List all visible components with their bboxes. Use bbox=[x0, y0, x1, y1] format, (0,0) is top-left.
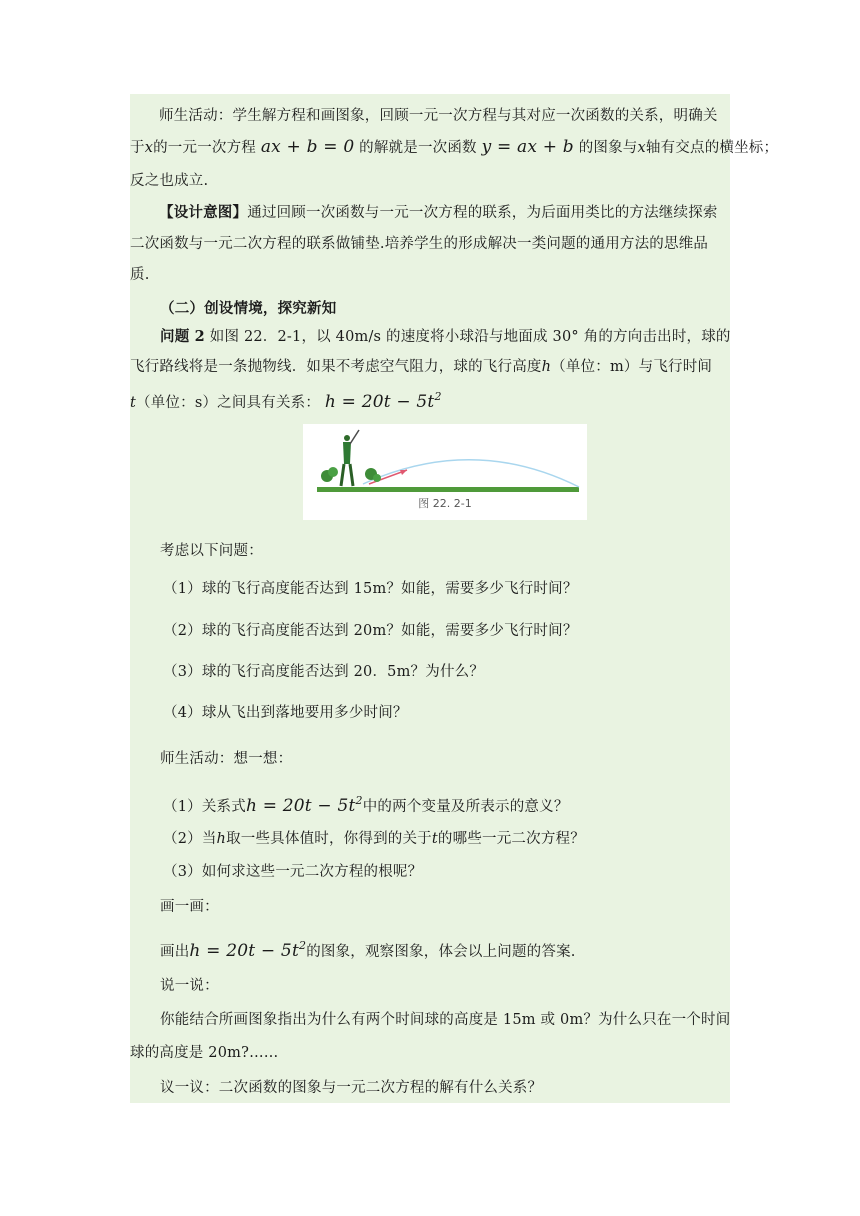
paragraph-design-line-3: 质. bbox=[130, 267, 150, 283]
design-intent-tag: 【设计意图】 bbox=[159, 204, 248, 221]
activity-question-2: （2）当h取一些具体值时，你得到的关于t的哪些一元二次方程？ bbox=[163, 831, 585, 847]
problem-label: 问题 2 bbox=[160, 328, 205, 345]
activity-heading: 师生活动：想一想： bbox=[160, 751, 293, 767]
figure-caption: 图 22. 2-1 bbox=[418, 497, 472, 510]
parabola-path bbox=[363, 460, 579, 487]
equation-linear: ax + b = 0 bbox=[260, 137, 355, 157]
paragraph-activity-line-2: 于x的一元一次方程 ax + b = 0 的解就是一次函数 y = ax + b 的图象与x轴有交点的横坐标； bbox=[130, 137, 779, 157]
activity-question-3: （3）如何求这些一元二次方程的根呢？ bbox=[163, 864, 423, 880]
ground bbox=[317, 487, 579, 492]
equation-linear-function: y = ax + b bbox=[481, 137, 574, 157]
draw-instruction: 画出$h = 20t - 5t^2$的图象，观察图象，体会以上问题的答案. bbox=[160, 939, 576, 961]
question-2: （2）球的飞行高度能否达到 20m？如能，需要多少飞行时间？ bbox=[163, 623, 578, 639]
discuss-line: 议一议：二次函数的图象与一元二次方程的解有什么关系？ bbox=[160, 1080, 543, 1096]
question-4: （4）球从飞出到落地要用多少时间？ bbox=[163, 705, 408, 721]
arrow-head bbox=[400, 470, 407, 475]
say-heading: 说一说： bbox=[160, 978, 219, 994]
figure-golf-trajectory bbox=[303, 424, 587, 520]
formula-height: $h = 20t - 5t^2$ bbox=[324, 390, 442, 412]
paragraph-design-line-2: 二次函数与一元二次方程的联系做铺垫.培养学生的形成解决一类问题的通用方法的思维品 bbox=[130, 236, 709, 252]
paragraph-activity-line-1: 师生活动：学生解方程和画图象，回顾一元一次方程与其对应一次函数的关系，明确关 bbox=[159, 108, 718, 124]
draw-heading: 画一画： bbox=[160, 899, 219, 915]
paragraph-design-line-1: 【设计意图】通过回顾一次函数与一元一次方程的联系，为后面用类比的方法继续探索 bbox=[159, 204, 718, 221]
golfer-icon bbox=[341, 430, 359, 486]
section-heading: （二）创设情境，探究新知 bbox=[160, 300, 337, 317]
formula-draw: $h = 20t - 5t^2$ bbox=[189, 939, 307, 961]
problem-2-line-3: t（单位：s）之间具有关系： $h = 20t - 5t^2$ bbox=[130, 390, 442, 412]
paragraph-activity-line-3: 反之也成立. bbox=[130, 173, 209, 189]
problem-2-line-1: 问题 2 如图 22．2-1，以 40m/s 的速度将小球沿与地面成 30° 角的方向击出时，球的 bbox=[160, 328, 731, 345]
question-3: （3）球的飞行高度能否达到 20．5m？为什么？ bbox=[163, 664, 485, 680]
say-line-2: 球的高度是 20m?…… bbox=[130, 1045, 279, 1061]
problem-2-line-2: 飞行路线将是一条抛物线．如果不考虑空气阻力，球的飞行高度h（单位：m）与飞行时间 bbox=[130, 359, 713, 375]
question-1: （1）球的飞行高度能否达到 15m？如能，需要多少飞行时间？ bbox=[163, 581, 578, 597]
consider-heading: 考虑以下问题： bbox=[160, 543, 263, 559]
say-line-1: 你能结合所画图象指出为什么有两个时间球的高度是 15m 或 0m？为什么只在一个时间 bbox=[160, 1012, 731, 1028]
activity-question-1: （1）关系式$h = 20t - 5t^2$中的两个变量及所表示的意义？ bbox=[163, 794, 569, 816]
formula-relation: $h = 20t - 5t^2$ bbox=[245, 794, 363, 816]
